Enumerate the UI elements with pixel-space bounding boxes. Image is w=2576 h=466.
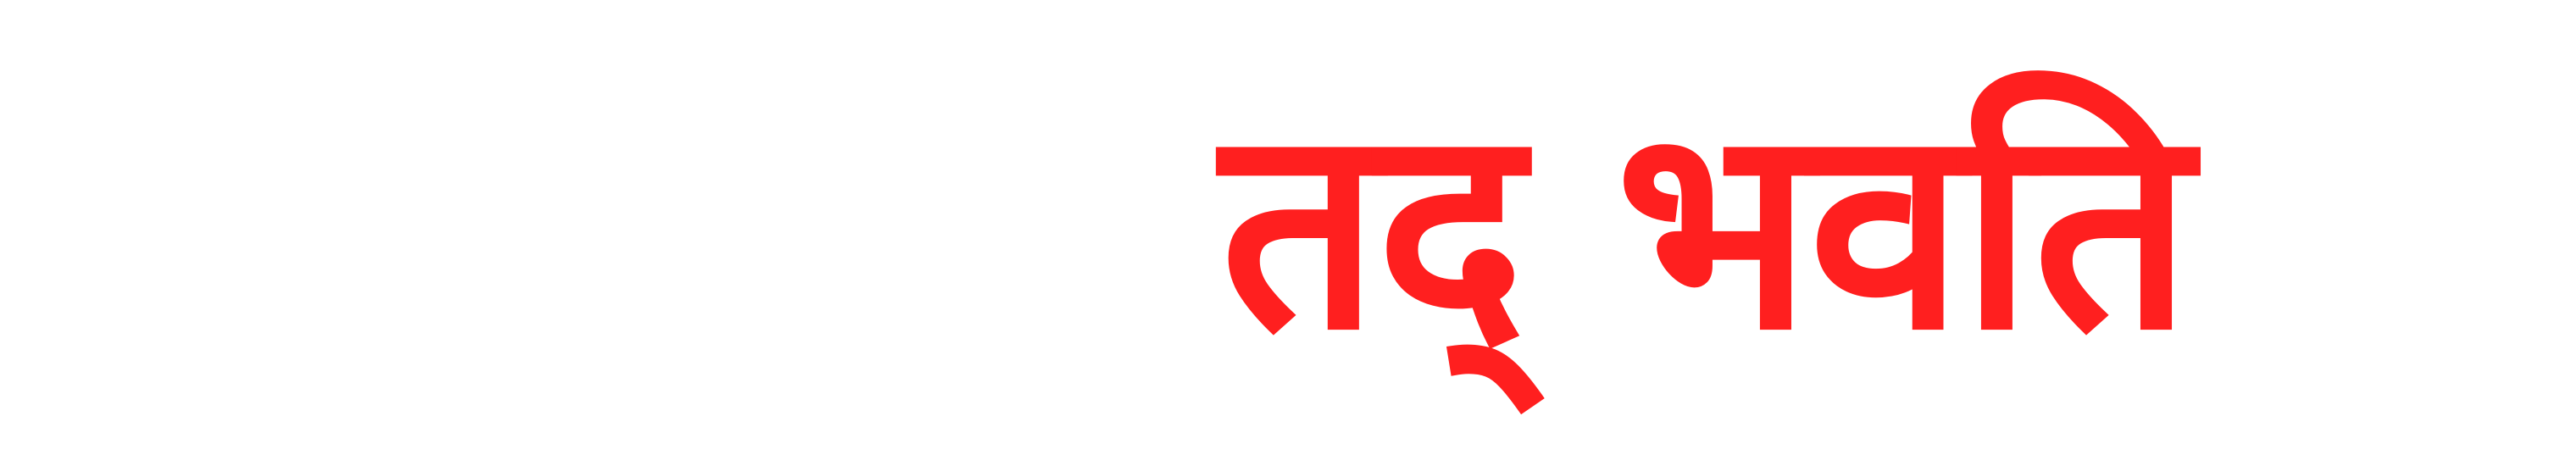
heading-text: तद् भवति (1220, 66, 2190, 391)
